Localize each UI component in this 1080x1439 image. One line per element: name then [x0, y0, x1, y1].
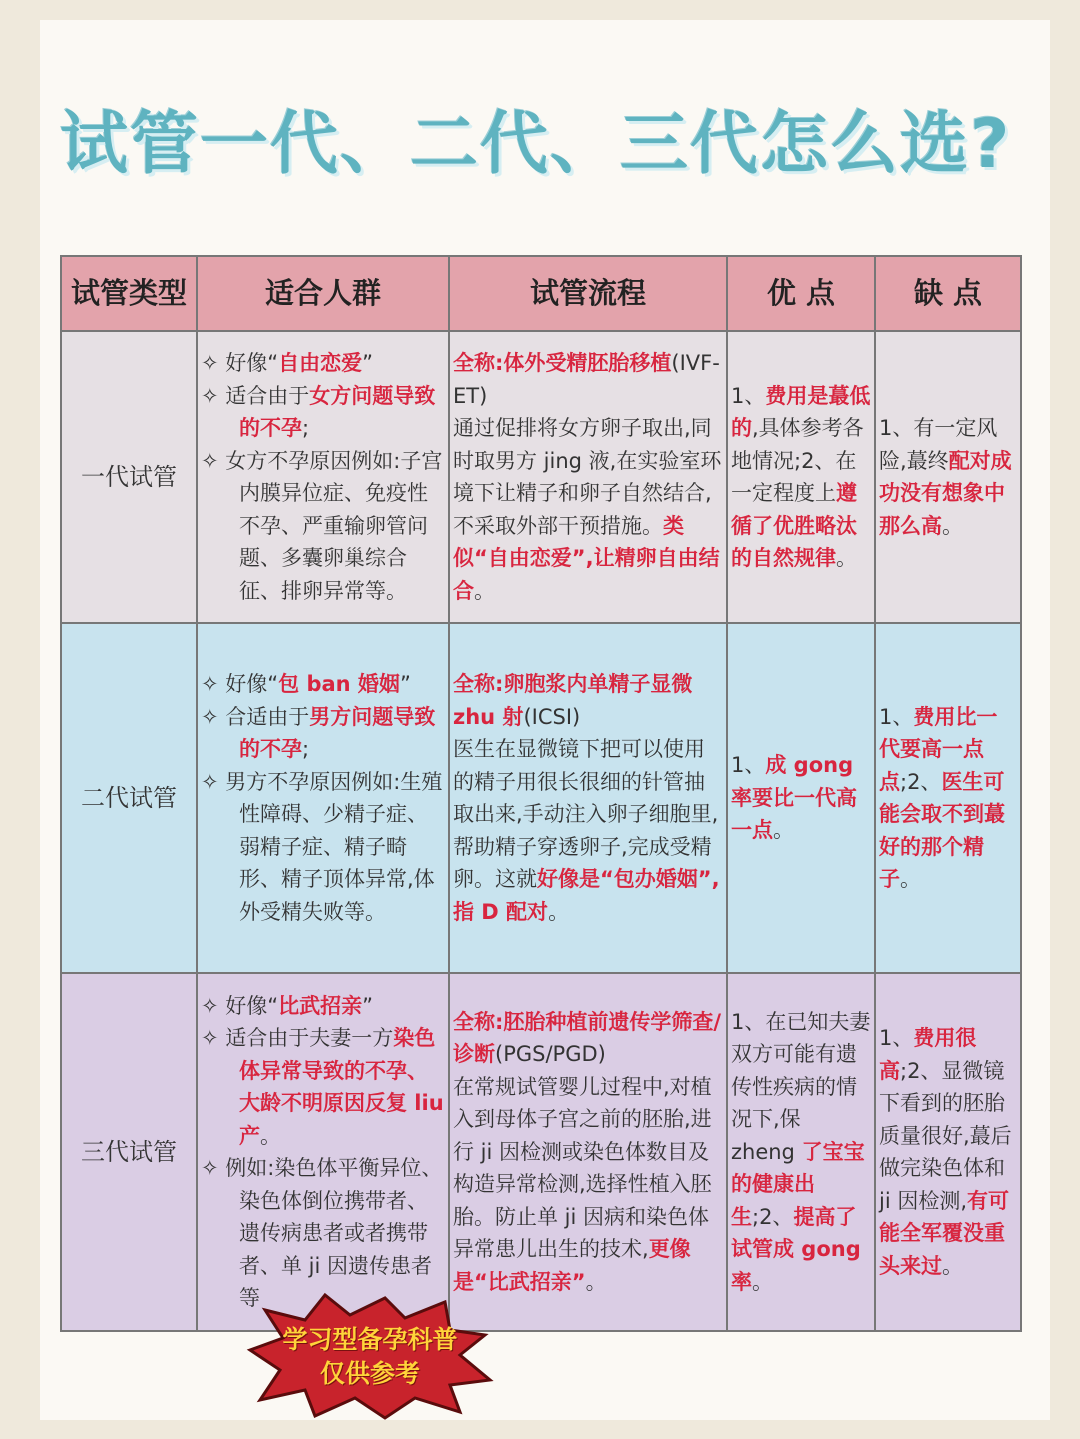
- text: 。: [260, 1123, 281, 1148]
- text: 。: [474, 578, 495, 603]
- type-cell: 一代试管: [61, 331, 197, 623]
- text: 医生在显微镜下把可以使用的精子用很长很细的针管抽取出来,手动注入卵子细胞里,帮助精子穿透卵子,完成受精卵。这就: [453, 737, 719, 891]
- highlighted-text: 配对成功没有想象中那么高: [879, 448, 1012, 538]
- paragraph: [453, 733, 723, 928]
- text: ;2、显微镜下看到的胚胎质量很好,蕞后做完染色体和 ji 因检测,: [879, 1058, 1012, 1213]
- highlighted-text: 比武招亲: [278, 993, 363, 1018]
- highlighted-text: 费用比一代要高一点点: [879, 704, 998, 794]
- text: (IVF-ET): [453, 351, 720, 408]
- highlighted-text: 有可能全军覆没重头来过: [879, 1188, 1010, 1278]
- text: ✧ 好像“: [201, 672, 279, 696]
- disadvantages-cell: [875, 973, 1021, 1331]
- text: 1、有一定风险,蕞终: [879, 416, 998, 473]
- highlighted-text: 全称:卵胞浆内单精子显微 zhu 射: [453, 672, 693, 729]
- text: 通过促排将女方卵子取出,同时取男方 jing 液,在实验室环境下让精子和卵子自然结合,不采取外部干预措施。: [453, 416, 722, 538]
- paragraph: [201, 380, 445, 445]
- advantages-cell: [727, 623, 875, 973]
- paragraph: [879, 1022, 1017, 1282]
- text: 。: [900, 867, 921, 891]
- header-row: [61, 256, 1021, 331]
- text: 。: [836, 546, 857, 570]
- highlighted-text: 费用是蕞低的: [731, 383, 871, 440]
- paragraph: [879, 701, 1017, 896]
- text: 在常规试管婴儿过程中,对植入到母体子宫之前的胚胎,进行 ji 因检测或染色体数目及构造异常检测,选择性植入胚胎。防止单 ji 因病和染色体异常患儿出生的技术,: [453, 1074, 712, 1262]
- text: ”: [362, 993, 374, 1018]
- highlighted-text: 更像是“比武招亲”: [453, 1237, 691, 1294]
- text: ✧ 好像“: [201, 993, 279, 1018]
- page-title: 试管一代、二代、三代怎么选?: [60, 105, 1012, 184]
- procedure-cell: [449, 623, 727, 973]
- highlighted-text: 包 ban 婚姻: [278, 672, 400, 696]
- highlighted-text: 好像是“包办婚姻”,指 D 配对: [453, 867, 720, 924]
- paragraph: [731, 749, 871, 847]
- header-disadvantages: 缺 点: [875, 256, 1021, 331]
- paragraph: [453, 668, 723, 733]
- text: 。: [752, 1269, 773, 1294]
- text: ”: [362, 351, 374, 375]
- highlighted-text: 成 gong 率要比一代高一点: [731, 753, 857, 843]
- text: ;2、: [752, 1204, 794, 1229]
- table-row: [61, 331, 1021, 623]
- text: ;: [302, 737, 310, 761]
- paragraph: [453, 1071, 723, 1299]
- paragraph: [201, 990, 445, 1023]
- highlighted-text: 费用很高: [879, 1026, 977, 1083]
- text: 1、在已知夫妻双方可能有遗传性疾病的情况下,保 zheng: [731, 1009, 871, 1164]
- stamp-line-1: 学习型备孕科普: [282, 1325, 458, 1354]
- text: ✧ 适合由于: [201, 383, 310, 408]
- text: 。: [942, 513, 963, 538]
- text: ✧ 适合由于夫妻一方: [201, 1026, 394, 1050]
- text: ✧ 男方不孕原因例如:生殖性障碍、少精子症、弱精子症、精子畸形、精子顶体异常,体外受精失败等。: [201, 769, 443, 924]
- text: ”: [399, 672, 411, 696]
- header-type: 试管类型: [61, 256, 197, 331]
- paragraph: [201, 347, 445, 380]
- highlighted-text: 染色体异常导致的不孕、大龄不明原因反复 liu 产: [239, 1026, 444, 1148]
- disadvantages-cell: [875, 331, 1021, 623]
- table-row: [61, 973, 1021, 1331]
- disclaimer-stamp: [245, 1290, 495, 1420]
- text: 。: [942, 1253, 963, 1278]
- text: (PGS/PGD): [495, 1042, 606, 1067]
- suitable-group-cell: [197, 331, 449, 623]
- paragraph: [453, 412, 723, 607]
- paragraph: [731, 380, 871, 575]
- text: (ICSI): [523, 704, 581, 729]
- highlighted-text: 提高了试管成 gong 率: [731, 1204, 861, 1294]
- type-cell: 三代试管: [61, 973, 197, 1331]
- highlighted-text: 男方问题导致的不孕: [239, 704, 436, 761]
- paragraph: [879, 412, 1017, 542]
- header-suitable-group: 适合人群: [197, 256, 449, 331]
- paragraph: [201, 668, 445, 701]
- text: ;2、: [900, 769, 942, 794]
- suitable-group-cell: [197, 623, 449, 973]
- paragraph: [201, 445, 445, 608]
- highlighted-text: 女方问题导致的不孕: [239, 383, 436, 440]
- header-procedure: 试管流程: [449, 256, 727, 331]
- text: ✧ 合适由于: [201, 704, 310, 729]
- text: 1、: [879, 704, 914, 729]
- advantages-cell: [727, 973, 875, 1331]
- paragraph: [201, 701, 445, 766]
- text: ;: [302, 416, 310, 440]
- disadvantages-cell: [875, 623, 1021, 973]
- paragraph: [201, 1022, 445, 1152]
- highlighted-text: 类似“自由恋爱”,让精卵自由结合: [453, 513, 720, 603]
- stamp-line-2: 仅供参考: [319, 1359, 420, 1388]
- highlighted-text: 全称:胚胎种植前遗传学筛查/诊断: [453, 1009, 722, 1067]
- type-cell: 二代试管: [61, 623, 197, 973]
- text: 。: [773, 818, 794, 843]
- highlighted-text: 全称:体外受精胚胎移植: [453, 351, 672, 375]
- highlighted-text: 自由恋爱: [278, 351, 363, 375]
- comparison-table: [60, 255, 1022, 1332]
- text: 1、: [879, 1026, 914, 1050]
- paragraph: [453, 347, 723, 412]
- highlighted-text: 遵循了优胜略汰的自然规律: [731, 481, 857, 570]
- highlighted-text: 了宝宝的健康出生: [731, 1139, 865, 1229]
- text: ✧ 女方不孕原因例如:子宫内膜异位症、免疫性不孕、严重输卵管问题、多囊卵巢综合征、排卵异常等。: [201, 448, 443, 603]
- paragraph: [453, 1006, 723, 1071]
- text: 。: [585, 1269, 607, 1294]
- procedure-cell: [449, 973, 727, 1331]
- advantages-cell: [727, 331, 875, 623]
- text: ✧ 例如:染色体平衡异位、染色体倒位携带者、遗传病患者或者携带者、单 ji 因遗传患者等: [201, 1156, 443, 1310]
- table-row: [61, 623, 1021, 973]
- suitable-group-cell: [197, 973, 449, 1331]
- text: ,具体参考各地情况;2、在一定程度上: [731, 416, 864, 505]
- text: 。: [548, 899, 570, 924]
- highlighted-text: 医生可能会取不到蕞好的那个精子: [879, 769, 1005, 891]
- text: 1、: [731, 383, 766, 408]
- paragraph: [201, 766, 445, 929]
- header-advantages: 优 点: [727, 256, 875, 331]
- text: 1、: [731, 753, 766, 778]
- paragraph: [731, 1006, 871, 1299]
- text: ✧ 好像“: [201, 351, 279, 375]
- procedure-cell: [449, 331, 727, 623]
